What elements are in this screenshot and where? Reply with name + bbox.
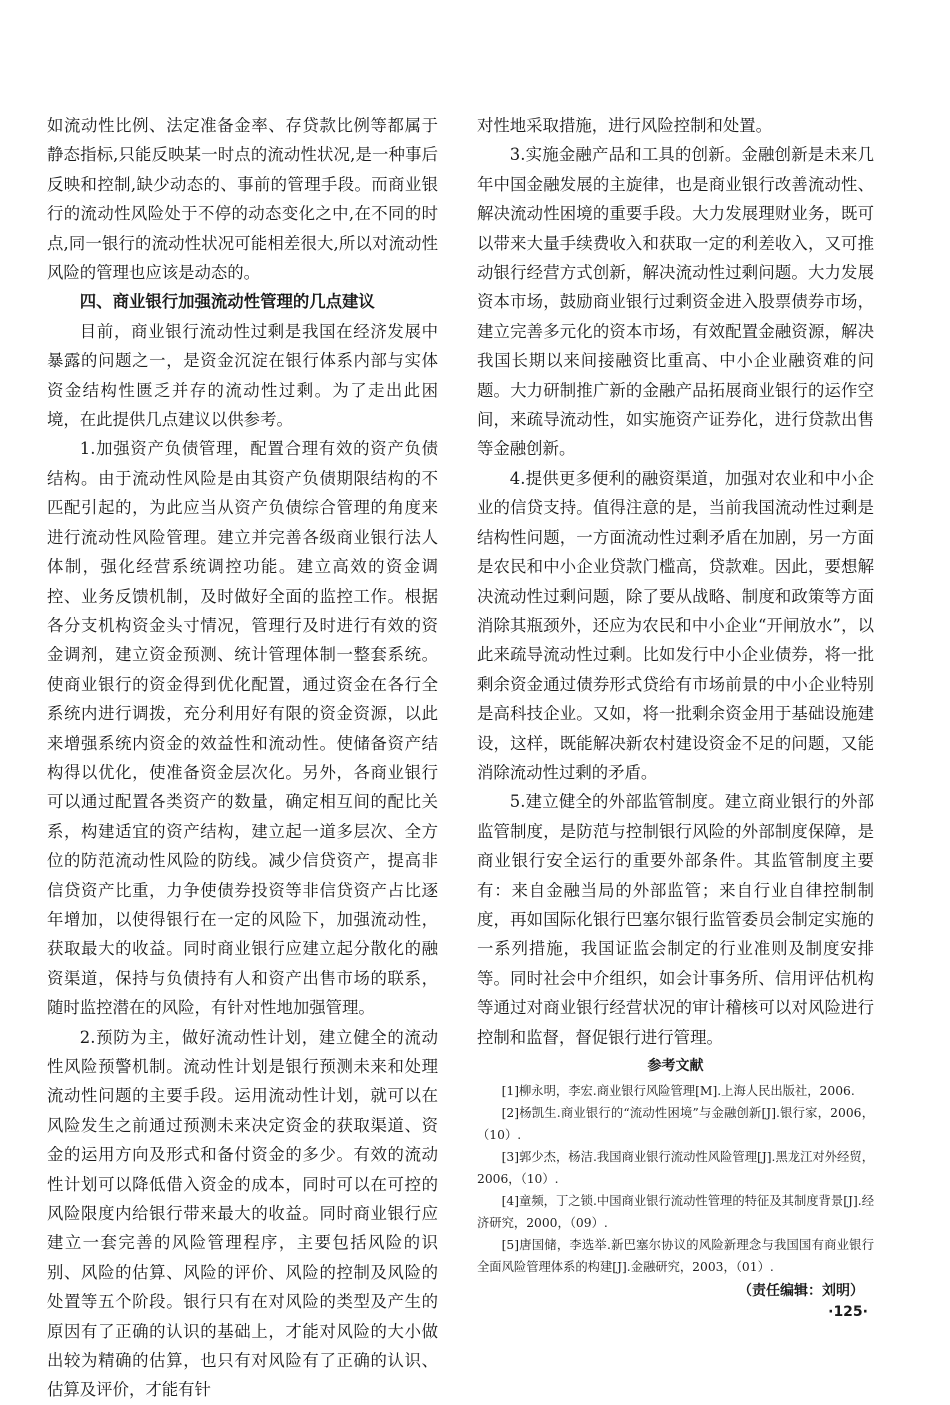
reference-item: [3]郭少杰，杨洁.我国商业银行流动性风险管理[J].黑龙江对外经贸，2006，（10）. <box>477 1150 874 1186</box>
paragraph-continued: 如流动性比例、法定准备金率、存贷款比例等都属于静态指标,只能反映某一时点的流动性状况,是一种事后反映和控制,缺少动态的、事前的管理手段。而商业银行的流动性风险处于不停的动态变化之中,在不同的时点,同一银行的流动性状况可能相差很大,所以对流动性风险的管理也应该是动态的。 <box>47 116 438 283</box>
paragraph-suggestion-2: 2.预防为主，做好流动性计划，建立健全的流动性风险预警机制。流动性计划是银行预测未来和处理流动性问题的主要手段。运用流动性计划，就可以在风险发生之前通过预测未来决定资金的获取渠道、资金的运用方向及形式和备付资金的多少。有效的流动性计划可以降低借入资金的成本，同时可以在可控的风险限度内给银行带来最大的收益。同时商业银行应建立一套完善的风险管理程序，主要包括风险的识别、风险的估算、风险的评价、风险的控制及风险的处置等五个阶段。银行只有在对风险的类型及产生的原因有了正确的认识的基础上，才能对风险的大小做出较为精确的估算，也只有对风险有了正确的认识、估算及评价，才能有针 <box>47 1027 438 1400</box>
right-column <box>477 111 874 1322</box>
paragraph-suggestion-1: 1.加强资产负债管理，配置合理有效的资产负债结构。由于流动性风险是由其资产负债期限结构的不匹配引起的，为此应当从资产负债综合管理的角度来进行流动性风险管理。建立并完善各级商业银行法人体制，强化经营系统调控功能。建立高效的资金调控、业务反馈机制，及时做好全面的监控工作。根据各分支机构资金头寸情况，管理行及时进行有效的资金调剂，建立资金预测、统计管理体制一整套系统。使商业银行的资金得到优化配置，通过资金在各行全系统内进行调拨，充分利用好有限的资金资源，以此来增强系统内资金的效益性和流动性。使储备资产结构得以优化，使准备资金层次化。另外，各商业银行可以通过配置各类资产的数量，确定相互间的配比关系，构建适宜的资产结构，建立起一道多层次、全方位的防范流动性风险的防线。减少信贷资产，提高非信贷资产比重，力争使债券投资等非信贷资产占比逐年增加，以使得银行在一定的风险下，加强流动性，获取最大的收益。同时商业银行应建立起分散化的融资渠道，保持与负债持有人和资产出售市场的联系，随时监控潜在的风险，有针对性地加强管理。 <box>47 439 438 1018</box>
paragraph-intro: 目前，商业银行流动性过剩是我国在经济发展中暴露的问题之一，是资金沉淀在银行体系内部与实体资金结构性匮乏并存的流动性过剩。为了走出此困境，在此提供几点建议以供参考。 <box>47 321 438 430</box>
paragraph-suggestion-4: 4.提供更多便利的融资渠道，加强对农业和中小企业的信贷支持。值得注意的是，当前我国流动性过剩是结构性问题，一方面流动性过剩矛盾在加剧，另一方面是农民和中小企业贷款门槛高，贷款难。因此，要想解决流动性过剩问题，除了要从战略、制度和政策等方面消除其瓶颈外，还应为农民和中小企业“开闸放水”，以此来疏导流动性过剩。比如发行中小企业债券，将一批剩余资金通过债券形式贷给有市场前景的中小企业特别是高科技企业。又如，将一批剩余资金用于基础设施建设，这样，既能解决新农村建设资金不足的问题，又能消除流动性过剩的矛盾。 <box>477 468 874 782</box>
reference-item: [1]柳永明，李宏.商业银行风险管理[M].上海人民出版社，2006. <box>501 1084 855 1098</box>
section-heading: 四、商业银行加强流动性管理的几点建议 <box>79 292 375 312</box>
references-list <box>477 1080 874 1278</box>
paragraph-suggestion-3: 3.实施金融产品和工具的创新。金融创新是未来几年中国金融发展的主旋律，也是商业银行改善流动性、解决流动性困境的重要手段。大力发展理财业务，既可以带来大量手续费收入和获取一定的利差收入，又可推动银行经营方式创新，解决流动性过剩问题。大力发展资本市场，鼓励商业银行过剩资金进入股票债券市场，建立完善多元化的资本市场，有效配置金融资源，解决我国长期以来间接融资比重高、中小企业融资难的问题。大力研制推广新的金融产品拓展商业银行的运作空间，来疏导流动性，如实施资产证券化，进行贷款出售等金融创新。 <box>477 145 874 459</box>
reference-item: [2]杨凯生.商业银行的“流动性困境”与金融创新[J].银行家，2006，（10）. <box>477 1106 874 1142</box>
responsible-editor: （责任编辑：刘明） <box>738 1283 864 1299</box>
reference-item: [4]童频，丁之锁.中国商业银行流动性管理的特征及其制度背景[J].经济研究，2000，（09）. <box>477 1194 874 1230</box>
references-title: 参考文献 <box>647 1058 704 1074</box>
reference-item: [5]唐国储，李选举.新巴塞尔协议的风险新理念与我国国有商业银行全面风险管理体系的构建[J].金融研究，2003，（01）. <box>477 1238 874 1274</box>
paragraph-continued: 对性地采取措施，进行风险控制和处置。 <box>477 116 773 135</box>
left-column <box>47 111 438 1405</box>
page-number: ·125· <box>828 1304 868 1320</box>
paragraph-suggestion-5: 5.建立健全的外部监管制度。建立商业银行的外部监管制度，是防范与控制银行风险的外部制度保障，是商业银行安全运行的重要外部条件。其监管制度主要有：来自金融当局的外部监管；来自行业自律控制制度，再如国际化银行巴塞尔银行监管委员会制定实施的一系列措施，我国证监会制定的行业准则及制度安排等。同时社会中介组织，如会计事务所、信用评估机构等通过对商业银行经营状况的审计稽核可以对风险进行控制和监督，督促银行进行管理。 <box>477 792 874 1047</box>
